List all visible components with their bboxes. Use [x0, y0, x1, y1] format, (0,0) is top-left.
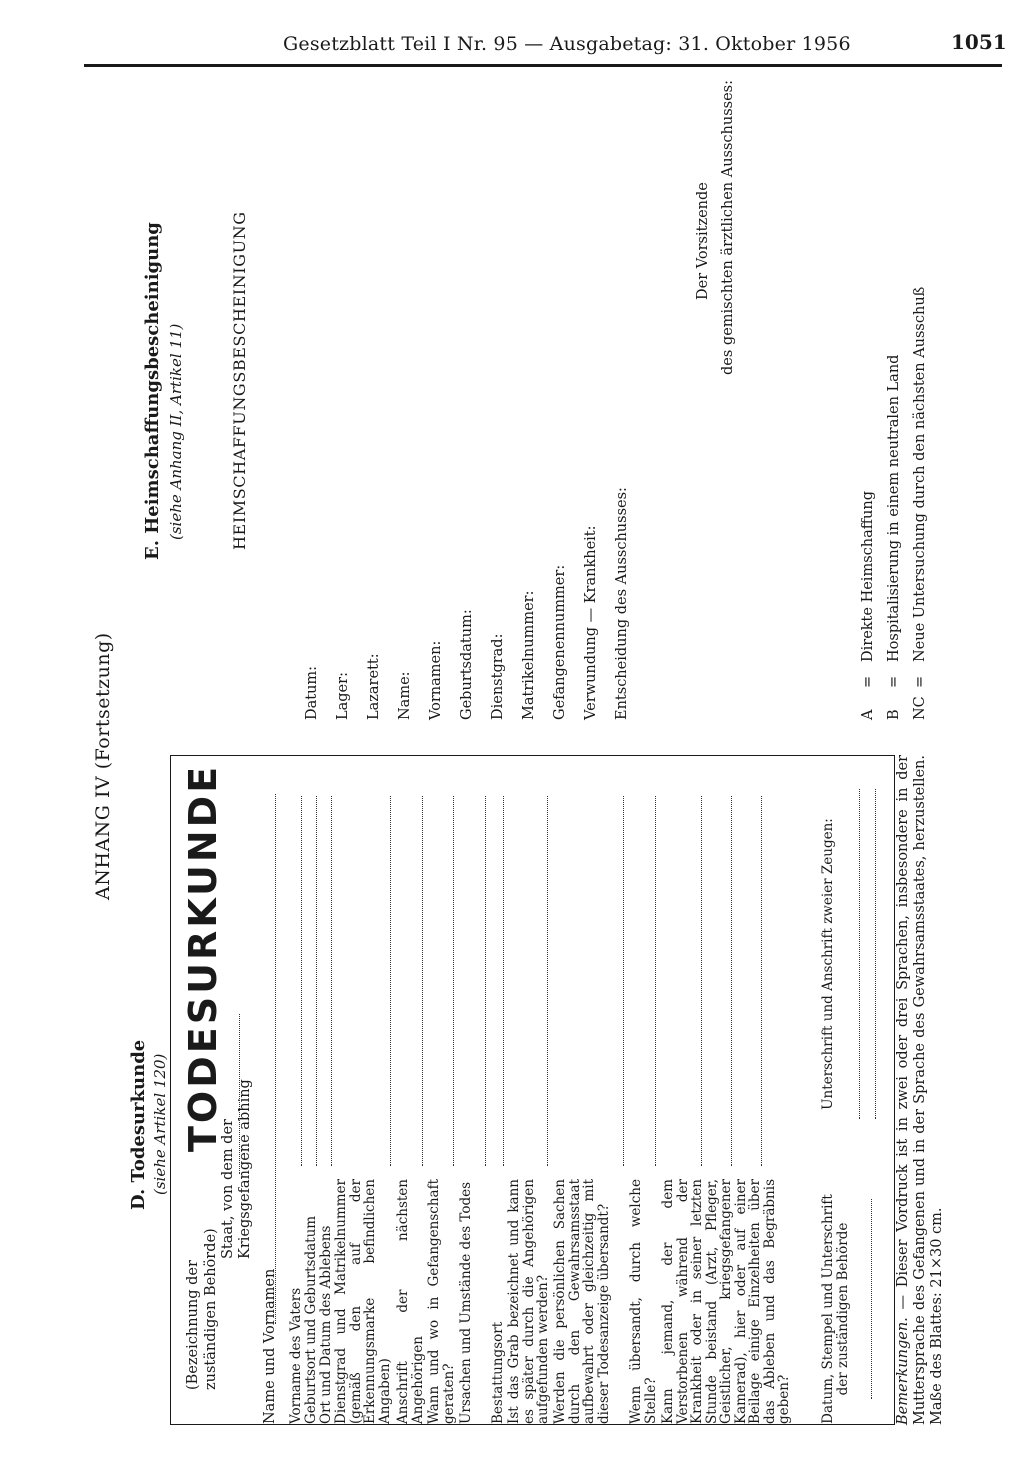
form-row-label: Vorname des Vaters	[288, 1287, 304, 1424]
form-row-label: Ist das Grab bezeichnet und kann es später durch die Angehörigen aufgefunden werden?	[506, 1179, 551, 1424]
legend-code: A	[860, 709, 876, 720]
form-row-field[interactable]	[623, 796, 624, 1166]
remarks-text: — Dieser Vordruck ist in zwei oder drei Sprachen, insbesondere in der Muttersprache des Gefangenen und in der Sprache des Gewahrsamsstaates, herzustellen. Maße des Blattes: 21×30 cm.	[895, 754, 945, 1425]
repatriation-field-label: Gefangenennummer:	[552, 564, 568, 720]
form-row-field[interactable]	[547, 796, 548, 1166]
repatriation-field-label: Lazarett:	[366, 653, 382, 720]
repatriation-field-label: Matrikelnummer:	[521, 590, 537, 720]
form-row-field[interactable]	[731, 796, 732, 1166]
section-e-subtitle: (siehe Anhang II, Artikel 11)	[167, 323, 185, 540]
legend-code: B	[886, 709, 902, 720]
form-row-label: Geburtsort und Geburtsdatum	[303, 1215, 319, 1424]
form-heading: TODESURKUNDE	[181, 763, 225, 1152]
form-row-field[interactable]	[701, 796, 702, 1166]
form-row-field[interactable]	[503, 796, 504, 1166]
form-row-field[interactable]	[761, 796, 762, 1166]
form-row-label: Ort und Datum des Ablebens	[318, 1225, 334, 1424]
form-row-label: Anschrift der nächsten Angehörigen	[395, 1179, 426, 1424]
form-row-field[interactable]	[453, 796, 454, 1166]
remarks-label: Bemerkungen.	[895, 1317, 911, 1425]
repatriation-field-label: Lager:	[335, 672, 351, 720]
form-row-field[interactable]	[655, 796, 656, 1166]
form-row-label: Wann und wo in Gefangenschaft geraten?	[426, 1179, 457, 1424]
name-field[interactable]	[275, 794, 276, 1324]
witness-signature-label: Unterschrift und Anschrift zweier Zeugen:	[820, 818, 836, 1110]
form-row-label: Bestattungsort	[490, 1321, 506, 1424]
signature-date-field[interactable]	[871, 1199, 872, 1399]
section-d-title: D. Todesurkunde	[128, 1039, 149, 1210]
remarks	[895, 755, 946, 1425]
signature-date-label: Datum, Stempel und Unterschrift der zuständigen Behörde	[820, 1194, 851, 1424]
legend-text: Neue Untersuchung durch den nächsten Ausschuß	[912, 286, 928, 662]
form-row-label: Ursachen und Umstände des Todes	[458, 1181, 474, 1424]
staat-label-line: Kriegsgefangene abhing	[237, 1079, 253, 1259]
legend-equals: =	[886, 675, 902, 688]
name-label: Name und Vornamen	[262, 1268, 278, 1424]
form-row-label: Wenn übersandt, durch welche Stelle?	[628, 1179, 659, 1424]
authority-label-line: zuständigen Behörde)	[203, 1228, 219, 1390]
repatriation-field-label: Datum:	[304, 665, 320, 720]
repatriation-field-label: Vornamen:	[428, 640, 444, 720]
committee-label: des gemischten ärztlichen Ausschusses:	[720, 79, 736, 375]
repatriation-field-label: Entscheidung des Ausschusses:	[614, 487, 630, 720]
staat-field[interactable]	[239, 1014, 240, 1174]
legend-equals: =	[912, 675, 928, 688]
form-row-field[interactable]	[301, 796, 302, 1166]
repatriation-field-label: Verwundung — Krankheit:	[583, 525, 599, 720]
repatriation-field-label: Dienstgrad:	[490, 633, 506, 720]
gazette-title: Gesetzblatt Teil I Nr. 95 — Ausgabetag: 31. Oktober 1956	[283, 33, 851, 55]
authority-label	[184, 1228, 220, 1390]
form-row-label: Dienstgrad und Matrikelnummer (gemäß den auf der Erkennungsmarke befindlichen Angaben)	[333, 1179, 393, 1424]
page-number: 1051	[951, 30, 1007, 54]
witness-field[interactable]	[875, 789, 876, 1119]
staat-label	[220, 1079, 254, 1259]
header-rule	[84, 64, 1002, 67]
form-row-label: Kann jemand, der dem Verstorbenen während der Krankheit oder in seiner letzten Stunde beistand (Arzt, Pfleger, Geistlicher, kriegsgefangener Kamerad), hier oder auf einer Beilage einige Einzelheiten über das Ableben und das Begräbnis geben?	[660, 1179, 792, 1424]
legend-equals: =	[860, 675, 876, 688]
chairman-label: Der Vorsitzende	[695, 182, 711, 300]
form-row-field[interactable]	[390, 796, 391, 1166]
repatriation-field-label: Name:	[397, 671, 413, 720]
form-row-field[interactable]	[422, 796, 423, 1166]
legend-code: NC	[912, 696, 928, 720]
death-certificate-form	[170, 755, 895, 1425]
staat-label-line: Staat, von dem der	[220, 1119, 236, 1259]
form-row-field[interactable]	[331, 796, 332, 1166]
repatriation-field-label: Geburtsdatum:	[459, 609, 475, 720]
authority-label-line: (Bezeichnung der	[185, 1260, 201, 1390]
witness-field[interactable]	[859, 789, 860, 1119]
section-d-subtitle: (siehe Artikel 120)	[151, 1053, 169, 1195]
repatriation-heading: HEIMSCHAFFUNGSBESCHEINIGUNG	[230, 211, 249, 550]
form-row-field[interactable]	[485, 796, 486, 1166]
form-row-label: Werden die persönlichen Sachen durch den Gewahrsamsstaat aufbewahrt oder gleichzeitig mit dieser Todesanzeige übersandt?	[552, 1179, 612, 1424]
legend-text: Hospitalisierung in einem neutralen Land	[886, 354, 902, 662]
section-e-title: E. Heimschaffungsbescheinigung	[142, 222, 163, 560]
anhang-heading: ANHANG IV (Fortsetzung)	[92, 632, 114, 900]
page-header	[0, 0, 1024, 80]
rotated-page-body	[80, 70, 980, 1450]
form-row-field[interactable]	[316, 796, 317, 1166]
legend-text: Direkte Heimschaffung	[860, 491, 876, 662]
